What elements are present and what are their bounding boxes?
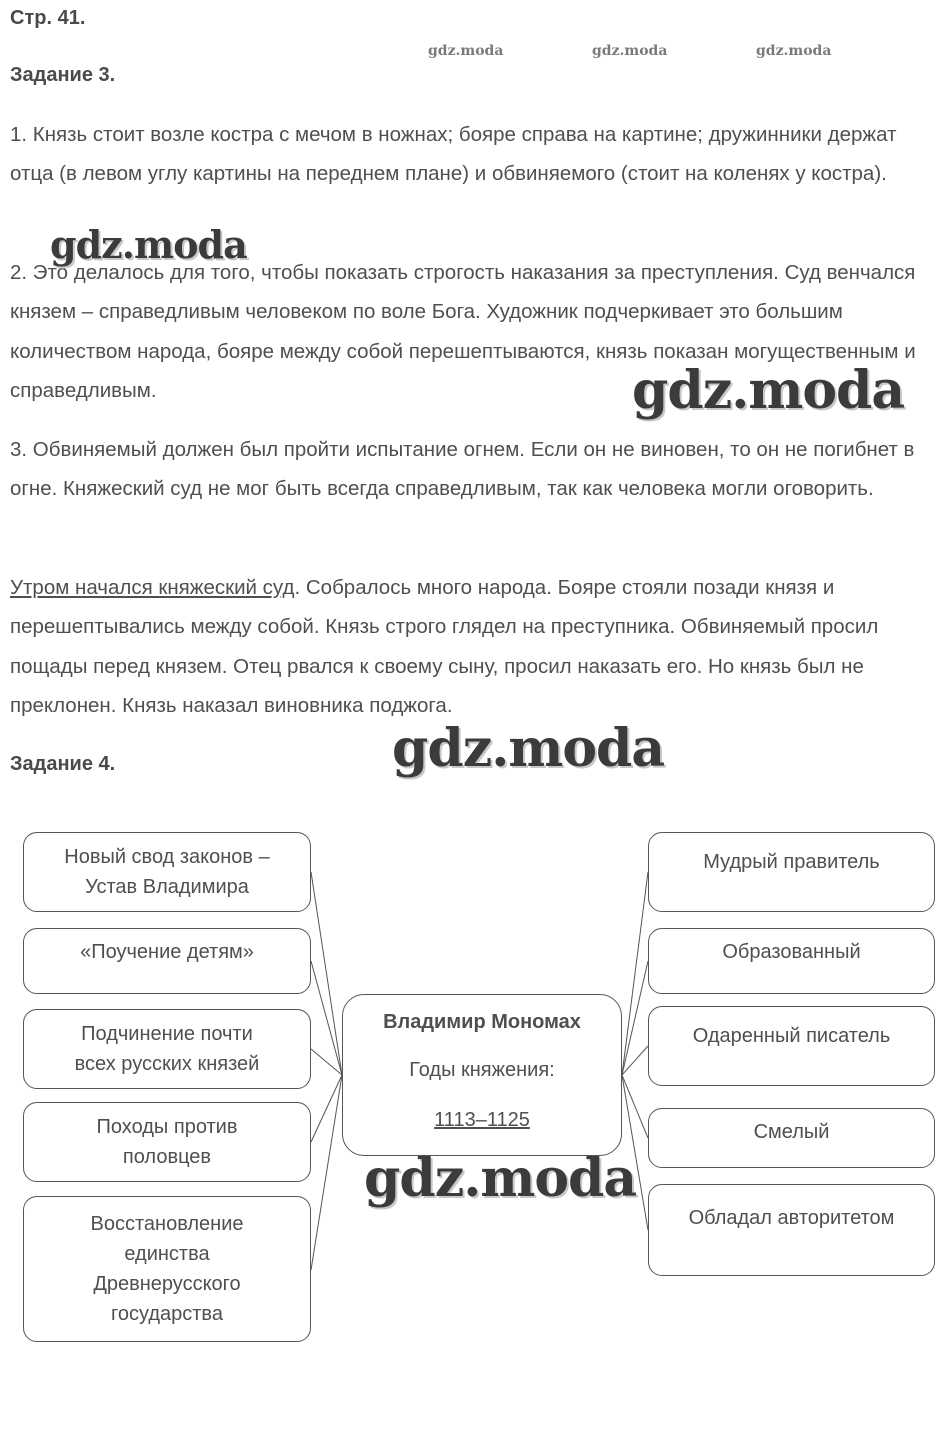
center-box-monomakh bbox=[342, 994, 622, 1156]
quality-box bbox=[648, 1108, 935, 1168]
deed-box-laws bbox=[23, 832, 311, 912]
quality-label: Обладал авторитетом bbox=[688, 1207, 895, 1229]
deed-line: Древнерусского bbox=[93, 1273, 241, 1295]
answer-2: 2. Это делалось для того, чтобы показать строгость наказания за преступления. Суд венчался князем – справедливым человеком по воле Бога. Художник подчеркивает это большим количеством народа, бояре между собой перешептываются, князь показан могущественным и справедливым. bbox=[10, 261, 916, 402]
deed-line: единства bbox=[124, 1243, 210, 1265]
quality-label: Мудрый правитель bbox=[703, 851, 880, 873]
page-number: Стр. 41. bbox=[10, 7, 86, 29]
task3-heading: Задание 3. bbox=[10, 64, 116, 86]
reign-label: Годы княжения: bbox=[409, 1059, 555, 1081]
quality-box bbox=[648, 1184, 935, 1276]
task4-heading: Задание 4. bbox=[10, 753, 116, 775]
quality-label: Образованный bbox=[722, 941, 861, 963]
ruler-name: Владимир Мономах bbox=[383, 1011, 581, 1033]
watermark-large: gdz.moda bbox=[50, 222, 247, 267]
answer-1: 1. Князь стоит возле костра с мечом в ножнах; бояре справа на картине; дружинники держат отца (в левом углу картины на переднем плане) и обвиняемого (стоит на коленях у костра). bbox=[10, 123, 897, 186]
deed-line: «Поучение детям» bbox=[80, 941, 254, 963]
deed-line: Походы против bbox=[96, 1116, 238, 1138]
watermark-large: gdz.moda bbox=[632, 360, 905, 421]
quality-label: Одаренный писатель bbox=[692, 1025, 891, 1047]
quality-box bbox=[648, 928, 935, 994]
quality-box bbox=[648, 832, 935, 912]
watermark-large: gdz.moda bbox=[364, 1148, 637, 1209]
deed-line: всех русских князей bbox=[74, 1053, 260, 1075]
deed-line: Новый свод законов – bbox=[64, 846, 270, 868]
deed-box-campaigns bbox=[23, 1102, 311, 1182]
watermark-small: gdz.moda bbox=[756, 43, 832, 59]
quality-label: Смелый bbox=[753, 1121, 830, 1143]
deed-box-teaching bbox=[23, 928, 311, 994]
reign-years: 1113–1125 bbox=[434, 1109, 530, 1131]
deed-line: Устав Владимира bbox=[85, 876, 249, 898]
watermark-large: gdz.moda bbox=[392, 718, 665, 779]
quality-box bbox=[648, 1006, 935, 1086]
deed-line: половцев bbox=[122, 1146, 212, 1168]
watermark-small: gdz.moda bbox=[592, 43, 668, 59]
watermark-small: gdz.moda bbox=[428, 43, 504, 59]
deed-line: Восстановление bbox=[90, 1213, 244, 1235]
deed-box-unity bbox=[23, 1196, 311, 1342]
deed-line: Подчинение почти bbox=[81, 1023, 253, 1045]
deed-line: государства bbox=[111, 1303, 223, 1325]
story-text: . Собралось много народа. Бояре стояли позади князя и перешептывались между собой. Князь строго глядел на преступника. Обвиняемый просил пощады перед князем. Отец рвался к своему сыну, просил наказать его. Но князь был не преклонен. Князь наказал виновника поджога. bbox=[10, 576, 879, 717]
answer-3: 3. Обвиняемый должен был пройти испытание огнем. Если он не виновен, то он не погибнет в огне. Княжеский суд не мог быть всегда справедливым, так как человека могли оговорить. bbox=[10, 438, 915, 501]
story-title: Утром начался княжеский суд bbox=[10, 576, 295, 599]
deed-box-princes bbox=[23, 1009, 311, 1089]
